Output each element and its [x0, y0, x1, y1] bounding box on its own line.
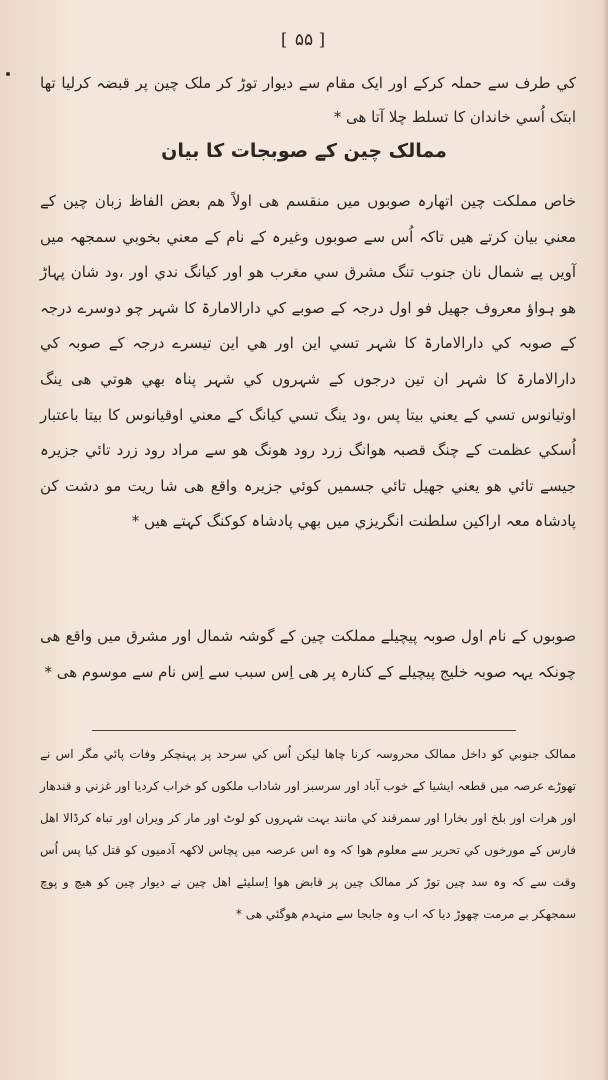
ink-mark	[6, 72, 10, 76]
closing-paragraph: صوبوں کے نام اول صوبہ پیچیلے مملکت چین کے گوشہ شمال اور مشرق میں واقع ھی چونکہ یہہ صوبہ خلیج پیچیلے کے کنارہ پر ھی اِس سبب سے اِس نام سے موسوم ھی *	[40, 627, 576, 681]
footnote: ممالک جنوبي کو داخل ممالک محروسہ کرنا چاھا لیکن اُس کي سرحد پر پہنچکر وفات پائي مگر اس نے تھوڑے عرصہ میں قطعہ ایشیا کے خوب آباد اور سرسبز اور شاداب ملکوں کو خراب کردیا اور غزني و قندھار اور ھرات اور بلخ اور بخارا اور سمرقند کي مانند بہت شہروں کو لوٹ اور مار کر ویران اور تباہ کرڈالا اھل فارس کے مورخوں کي تحریر سے معلوم ھوا کہ وہ اس عرصہ میں پچاس لاکھہ آدمیوں کو قتل کیا پس اُس وقت سے کہ وہ سد چین توڑ کر ممالک چین پر قابض ھوا اِسلیئے اھل چین نے دیوار چین کو ھیچ و پوچ سمجھکر بے مرمت چھوڑ دیا کہ اب وہ جابجا سے منہدم ھوگئي ھی *	[40, 747, 576, 921]
page-number	[0, 30, 608, 50]
intro-paragraph: کي طرف سے حملہ کرکے اور ایک مقام سے دیوار توڑ کر ملک چین پر قبضہ کرلیا تھا ابتک اُسي خاندان کا تسلط چلا آتا ھی *	[40, 74, 576, 126]
footnote-divider	[92, 730, 516, 731]
section-heading: ممالک چین کے صوبجات کا بیان	[161, 140, 447, 162]
bracket-open: [	[280, 30, 290, 50]
bracket-close: ]	[318, 30, 328, 50]
page-number-value: ۵۵	[294, 30, 314, 50]
page-edge-shadow	[602, 0, 608, 1080]
main-paragraph: خاص مملکت چین اتھارہ صوبوں میں منقسم ھی اولاً ھم بعض الفاظ زبان چین کے معني بیان کرتے ھیں تاکہ اُس سے صوبوں وغیرہ کے نام کے معني بخوبي سمجھہ میں آویں پے شمال نان جنوب تنگ مشرق سي مغرب ھو اور کیانگ ندي اور ،ود شان پہاڑ ھو ہواؤ معروف جھیل فو اول درجہ کے صوبے کي دارالامارۃ کا شہر چو دوسرے درجہ کے صوبہ کي دارالامارۃ کا شہر تسي این اور ھي این تیسرے درجہ کے صوبہ کي دارالامارۃ کا شہر ان تین درجوں کے شہروں کي شہر پناہ بھي ھوتي ھی ینگ اوتیانوس تسي کے یعني بیتا پس ،ود ینگ تسي کیانگ کے معني اوقیانوس کا بیتا باعتبار اُسکي عظمت کے چنگ قصبہ ھوانگ زرد رود ھونگ ھو سے مراد رود زرد تائي جزیرہ جیسے تائي ھو یعني جھیل تائي جسمیں کوئي جزیرہ واقع ھی شا ریت مو دشت کن پادشاہ معہ اراکین سلطنت انگریزي میں بھي پادشاہ کوکنگ کہتے ھیں *	[40, 192, 576, 531]
